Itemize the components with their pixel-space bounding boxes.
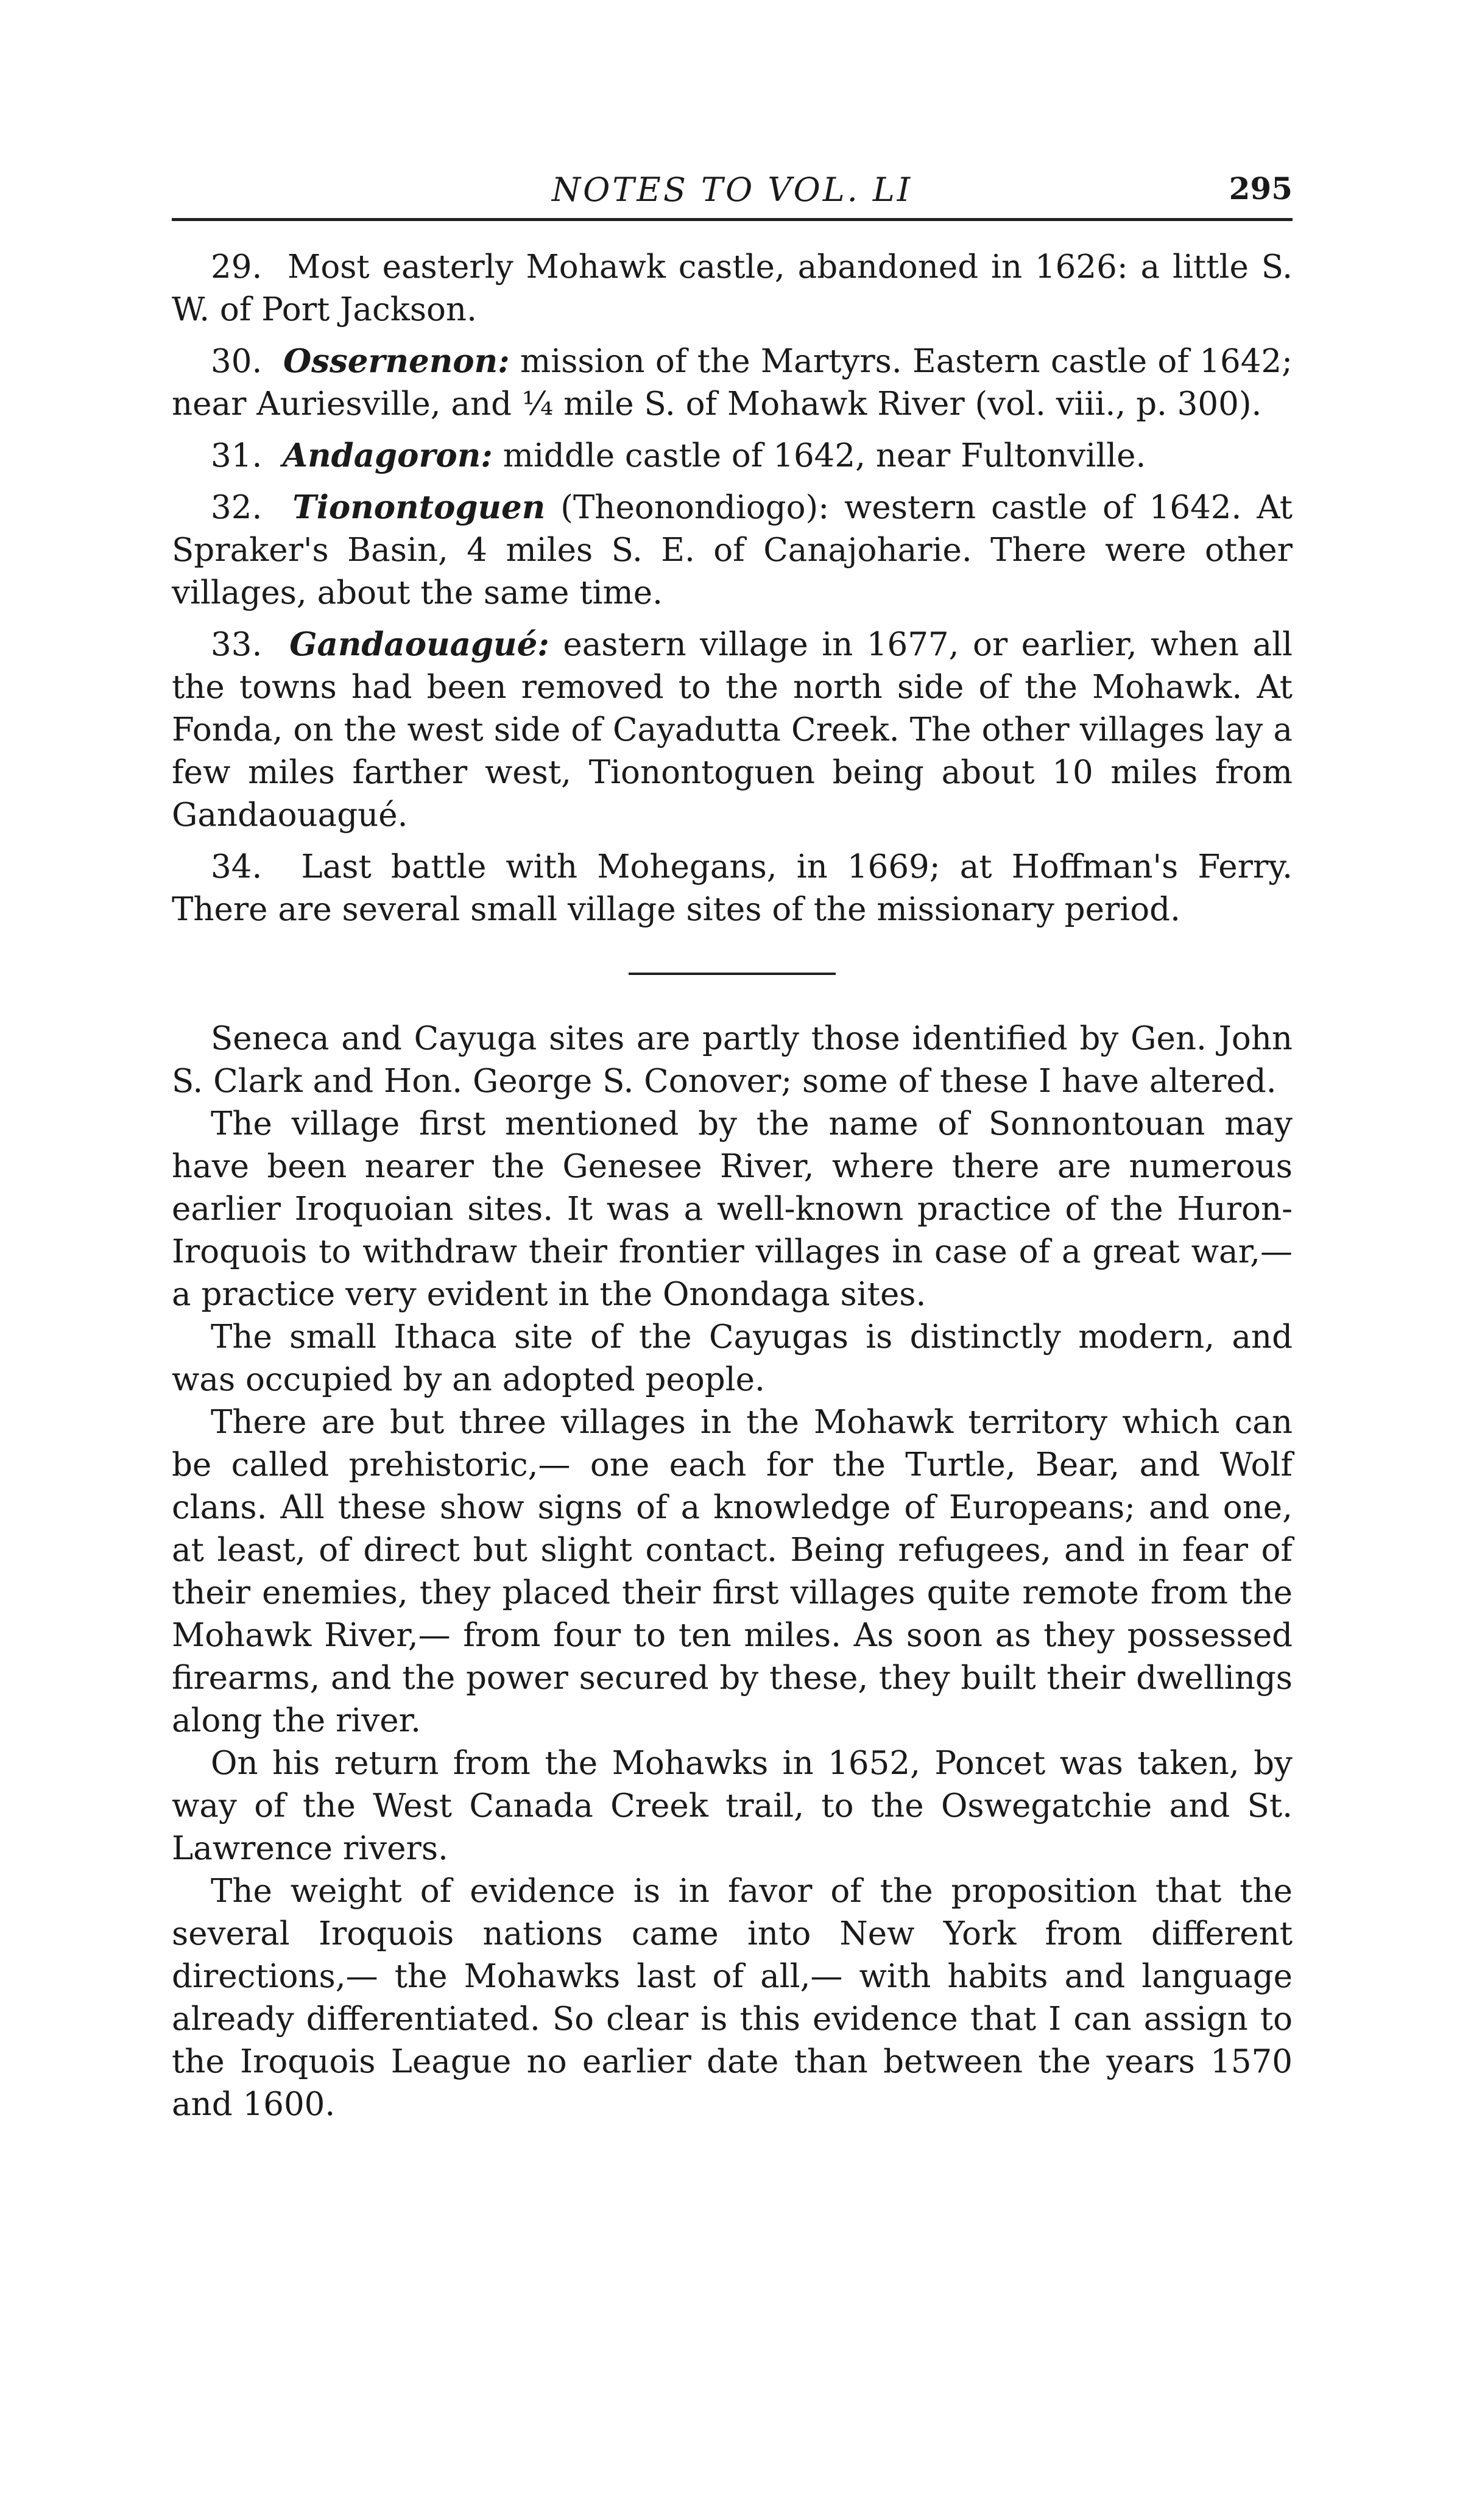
note-lead: Gandaouagué: bbox=[289, 625, 549, 663]
paragraph: Seneca and Cayuga sites are partly those identified by Gen. John S. Clark and Hon. George S. Conover; some of these I have altered. bbox=[172, 1020, 1293, 1100]
paragraph: There are but three villages in the Mohawk territory which can be called prehistoric,— one each for the Turtle, Bear, and Wolf clans. All these show signs of a knowledge of Europeans; and one, at least, of direct but slight contact. Being refugees, and in fear of their enemies, they placed their first villages quite remote from the Mohawk River,— from four to ten miles. As soon as they possessed firearms, and the power secured by these, they built their dwellings along the river. bbox=[172, 1404, 1293, 1739]
note-number: 29. bbox=[211, 248, 263, 286]
note-text: eastern village in 1677, or earlier, when all the towns had been removed to the north side of the Mohawk. At Fonda, on the west side of Cayadutta Creek. The other villages lay a few miles farther west, Tionontoguen being about 10 miles from Gandaouagué. bbox=[172, 626, 1293, 834]
page-number: 295 bbox=[1229, 171, 1293, 206]
note-lead: Ossernenon: bbox=[283, 342, 510, 380]
note-text: Most easterly Mohawk castle, abandoned in 1626: a little S. W. of Port Jackson. bbox=[172, 248, 1293, 328]
note-31 bbox=[172, 434, 1293, 477]
paragraph: The small Ithaca site of the Cayugas is distinctly modern, and was occupied by an adopted people. bbox=[172, 1318, 1293, 1398]
note-number: 31. bbox=[211, 437, 263, 474]
note-lead: Tionontoguen bbox=[292, 488, 546, 526]
note-number: 32. bbox=[211, 489, 263, 526]
note-32 bbox=[172, 486, 1293, 614]
note-30 bbox=[172, 340, 1293, 426]
note-text: mission of the Martyrs. Eastern castle of 1642; near Auriesville, and ¼ mile S. of Mohawk River (vol. viii., p. 300). bbox=[172, 343, 1293, 423]
header-rule bbox=[172, 218, 1293, 221]
note-number: 33. bbox=[211, 626, 263, 663]
section-separator bbox=[629, 973, 836, 975]
note-29 bbox=[172, 245, 1293, 331]
book-page bbox=[172, 164, 1293, 2126]
notes-list bbox=[172, 245, 1293, 931]
note-text: (Theonondiogo): western castle of 1642. At Spraker's Basin, 4 miles S. E. of Canajoharie. There were other villages, about the same time. bbox=[172, 489, 1293, 611]
note-number: 30. bbox=[211, 343, 263, 380]
paragraph: The weight of evidence is in favor of the proposition that the several Iroquois nations came into New York from different directions,— the Mohawks last of all,— with habits and language already differentiated. So clear is this evidence that I can assign to the Iroquois League no earlier date than between the years 1570 and 1600. bbox=[172, 1873, 1293, 2123]
body-text bbox=[172, 1018, 1293, 2126]
note-number: 34. bbox=[211, 848, 263, 885]
note-33 bbox=[172, 623, 1293, 837]
running-head bbox=[172, 164, 1293, 213]
paragraph: On his return from the Mohawks in 1652, Poncet was taken, by way of the West Canada Creek trail, to the Oswegatchie and St. Lawrence rivers. bbox=[172, 1745, 1293, 1867]
note-text: Last battle with Mohegans, in 1669; at Hoffman's Ferry. There are several small village sites of the missionary period. bbox=[172, 848, 1293, 928]
running-title: NOTES TO VOL. LI bbox=[551, 171, 913, 209]
note-lead: Andagoron: bbox=[283, 437, 493, 474]
note-text: middle castle of 1642, near Fultonville. bbox=[503, 437, 1146, 474]
note-34 bbox=[172, 845, 1293, 931]
paragraph: The village first mentioned by the name of Sonnontouan may have been nearer the Genesee River, where there are numerous earlier Iroquoian sites. It was a well-known practice of the Huron-Iroquois to withdraw their frontier villages in case of a great war,— a practice very evident in the Onondaga sites. bbox=[172, 1105, 1293, 1313]
